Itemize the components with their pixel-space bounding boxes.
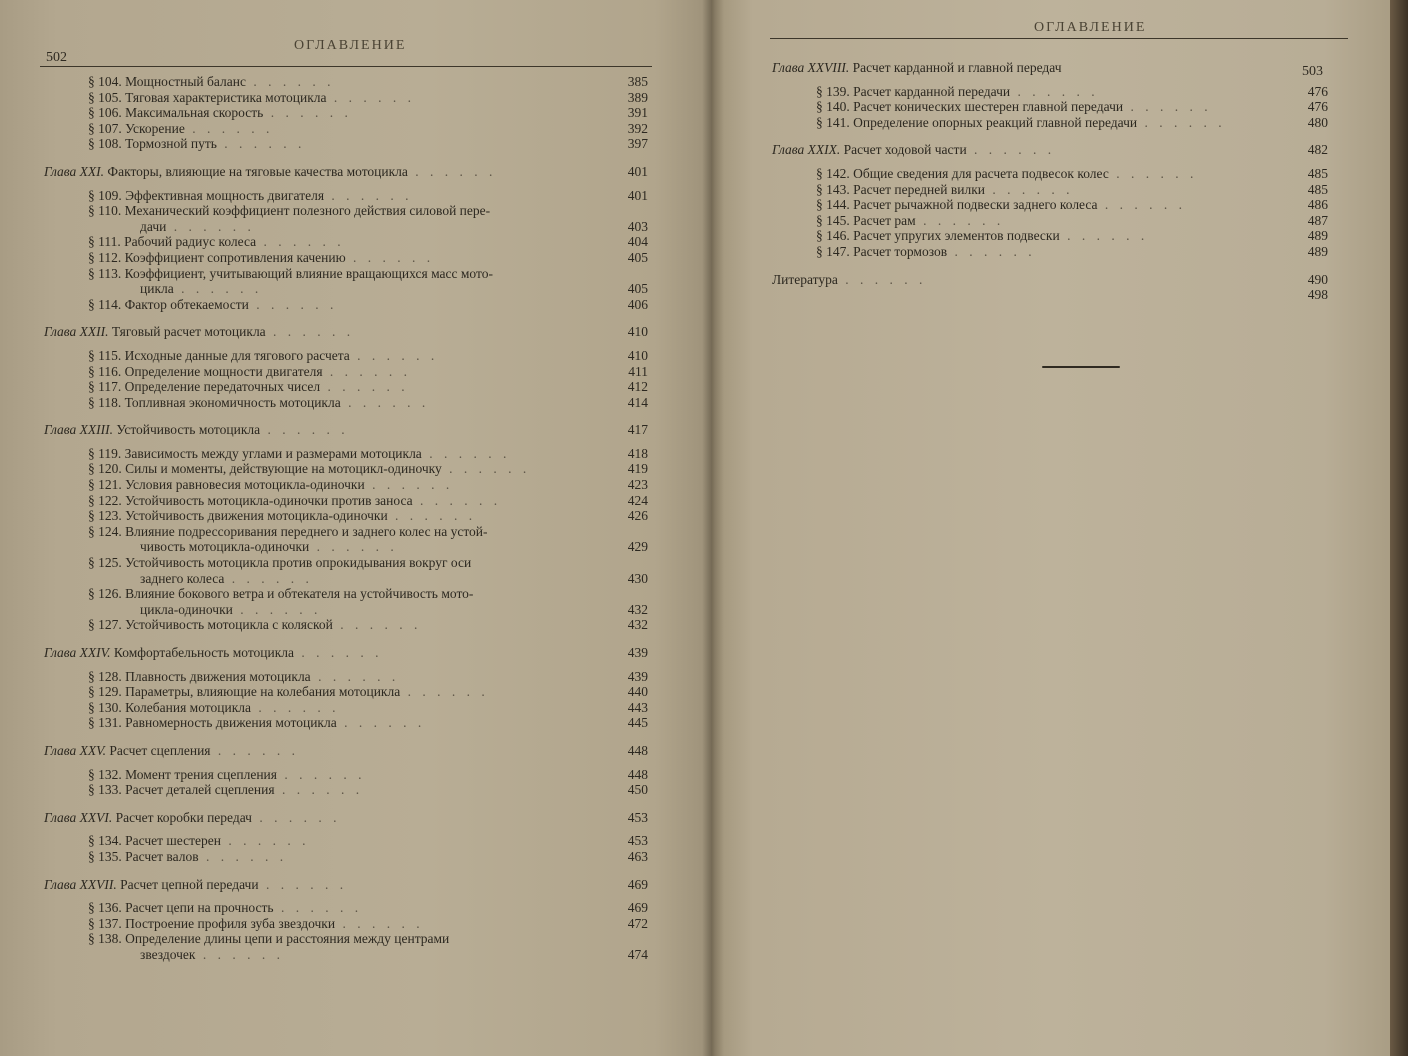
chapter-label: Глава XXV. bbox=[44, 742, 107, 758]
leader-dots: . . . . . . bbox=[216, 136, 306, 152]
toc-sec-line bbox=[44, 379, 648, 395]
cover-edge bbox=[1390, 0, 1408, 1056]
toc-entry-title: § 134. Расчет шестерен bbox=[88, 833, 221, 849]
leader-dots: . . . . . . bbox=[332, 617, 422, 633]
toc-page-number: 410 bbox=[627, 347, 648, 363]
toc-entry-title: § 124. Влияние подрессоривания переднего и заднего колес на устой- bbox=[88, 523, 488, 539]
toc-entry-title: цикла-одиночки bbox=[140, 601, 233, 617]
leader-dots: . . . . . . bbox=[224, 570, 313, 586]
toc-page-number: 412 bbox=[627, 379, 648, 395]
toc-sec-line bbox=[44, 477, 648, 493]
toc-entry-title: Тяговый расчет мотоцикла bbox=[111, 324, 266, 340]
toc-page-number: 414 bbox=[627, 394, 648, 410]
leader-dots: . . . . . . bbox=[387, 508, 477, 524]
toc-cont-line bbox=[44, 219, 648, 235]
toc-sec-line bbox=[44, 849, 648, 865]
leader-dots: . . . . . . bbox=[173, 281, 263, 297]
toc-sec-line bbox=[772, 244, 1328, 260]
toc-page-number: 476 bbox=[1307, 83, 1328, 99]
leader-dots: . . . . . . bbox=[310, 668, 400, 684]
toc-sec-line bbox=[44, 767, 648, 783]
leader-dots: . . . . . . bbox=[915, 212, 1005, 228]
toc-page-number: 403 bbox=[627, 218, 648, 234]
toc-entry-title: § 128. Плавность движения мотоцикла bbox=[88, 668, 311, 684]
toc-page-number: 469 bbox=[627, 900, 648, 916]
leader-dots: . . . . . . bbox=[400, 684, 489, 700]
toc-entry-title: § 122. Устойчивость мотоцикла-одиночки против заноса bbox=[88, 492, 413, 508]
leader-dots: . . . . . . bbox=[276, 766, 366, 782]
toc-sec-line bbox=[44, 493, 648, 509]
toc-entry-title: § 108. Тормозной путь bbox=[88, 136, 217, 152]
leader-dots: . . . . . . bbox=[966, 142, 1056, 158]
right-toc bbox=[772, 48, 1328, 303]
leader-dots: . . . . . . bbox=[195, 946, 284, 962]
toc-sec-line bbox=[44, 234, 648, 250]
toc-entry-title: чивость мотоцикла-одиночки bbox=[140, 539, 310, 555]
toc-sec-line bbox=[44, 461, 648, 477]
toc-entry-title: § 114. Фактор обтекаемости bbox=[88, 296, 249, 312]
leader-dots: . . . . . . bbox=[294, 645, 383, 660]
leader-dots: . . . . . . bbox=[256, 234, 345, 250]
toc-entry-title: § 139. Расчет карданной передачи bbox=[816, 83, 1011, 99]
leader-dots: . . . . . . bbox=[412, 492, 502, 508]
toc-chapter-line bbox=[44, 810, 648, 826]
toc-entry-title: § 130. Колебания мотоцикла bbox=[88, 699, 251, 715]
leader-dots: . . . . . . bbox=[258, 876, 348, 892]
toc-page-number: 405 bbox=[627, 249, 648, 265]
right-page bbox=[712, 0, 1392, 1056]
toc-entry-title: § 141. Определение опорных реакций главной передачи bbox=[816, 114, 1138, 130]
leader-dots: . . . . . . bbox=[220, 833, 310, 849]
leader-dots: . . . . . . bbox=[340, 394, 430, 410]
toc-sec-line bbox=[772, 99, 1328, 115]
toc-entry-title: § 140. Расчет конических шестерен главной передачи bbox=[816, 99, 1124, 115]
toc-sec-line bbox=[44, 74, 648, 90]
toc-page-number: 440 bbox=[627, 684, 648, 700]
leader-dots: . . . . . . bbox=[335, 915, 424, 931]
toc-entry-title: § 117. Определение передаточных чисел bbox=[88, 379, 321, 395]
toc-page-number: 472 bbox=[627, 915, 648, 931]
toc-sec-line bbox=[44, 90, 648, 106]
leader-dots: . . . . . . bbox=[364, 477, 454, 493]
chapter-label: Глава XXI. bbox=[44, 163, 105, 179]
toc-sec-line bbox=[44, 348, 648, 364]
toc-page-number: 463 bbox=[627, 848, 648, 864]
toc-entry-title: Расчет сцепления bbox=[109, 742, 211, 758]
toc-sec-line bbox=[44, 203, 648, 219]
toc-entry-title: Устойчивость мотоцикла bbox=[116, 422, 261, 438]
chapter-label: Глава XXIII. bbox=[44, 422, 114, 438]
toc-sec-line bbox=[772, 166, 1328, 182]
toc-sec-line bbox=[44, 364, 648, 380]
toc-page-number: 469 bbox=[627, 876, 648, 892]
leader-dots: . . . . . . bbox=[273, 900, 363, 916]
end-ornament-rule bbox=[1042, 366, 1120, 368]
toc-entry-title: Расчет коробки передач bbox=[115, 809, 252, 825]
leader-dots: . . . . . . bbox=[260, 422, 349, 438]
toc-entry-title: § 136. Расчет цепи на прочность bbox=[88, 900, 274, 916]
toc-sec-line bbox=[44, 105, 648, 121]
toc-sec-line bbox=[772, 228, 1328, 244]
right-running-head: ОГЛАВЛЕНИЕ bbox=[1034, 20, 1147, 35]
toc-page-number: 487 bbox=[1307, 212, 1328, 228]
toc-entry-title: § 133. Расчет деталей сцепления bbox=[88, 782, 275, 798]
toc-sec-line bbox=[44, 136, 648, 152]
toc-sec-line bbox=[44, 395, 648, 411]
toc-chapter-line bbox=[44, 877, 648, 893]
toc-page-number: 480 bbox=[1307, 114, 1328, 130]
toc-entry-title: § 142. Общие сведения для расчета подвесок колес bbox=[816, 165, 1109, 181]
toc-entry-title: § 109. Эффективная мощность двигателя bbox=[88, 187, 325, 203]
toc-entry-title: § 144. Расчет рычажной подвески заднего колеса bbox=[816, 197, 1098, 213]
toc-chapter-line bbox=[44, 422, 648, 438]
left-header-rule bbox=[40, 66, 652, 67]
toc-entry-title: § 137. Построение профиля зуба звездочки bbox=[88, 915, 336, 931]
leader-dots: . . . . . . bbox=[336, 715, 426, 731]
toc-cont-line bbox=[44, 602, 648, 618]
toc-entry-title: § 125. Устойчивость мотоцикла против опрокидывания вокруг оси bbox=[88, 555, 472, 571]
toc-sec-line bbox=[772, 115, 1328, 131]
toc-sec-line bbox=[44, 586, 648, 602]
toc-page-number: 418 bbox=[627, 445, 648, 461]
toc-page-number: 485 bbox=[1307, 165, 1328, 181]
toc-entry-title: § 107. Ускорение bbox=[88, 120, 185, 136]
toc-page-number: 443 bbox=[627, 699, 648, 715]
toc-chapter-line bbox=[44, 324, 648, 340]
toc-entry-title: § 129. Параметры, влияющие на колебания мотоцикла bbox=[88, 684, 401, 700]
toc-page-number: 419 bbox=[627, 461, 648, 477]
left-toc bbox=[44, 74, 648, 963]
leader-dots: . . . . . . bbox=[251, 809, 341, 825]
toc-page-number: 405 bbox=[627, 281, 648, 297]
toc-cont-line bbox=[44, 281, 648, 297]
book-gutter bbox=[702, 0, 724, 1056]
toc-page-number: 426 bbox=[627, 508, 648, 524]
toc-page-number: 417 bbox=[627, 422, 648, 438]
toc-page-number: 410 bbox=[627, 324, 648, 340]
chapter-label: Глава XXIV. bbox=[44, 645, 111, 660]
toc-entry-title: § 143. Расчет передней вилки bbox=[816, 181, 985, 197]
toc-entry-title: § 115. Исходные данные для тягового расчета bbox=[88, 347, 350, 363]
toc-entry-title: § 110. Механический коэффициент полезного действия силовой пере- bbox=[88, 203, 491, 219]
toc-page-number: 389 bbox=[627, 89, 648, 105]
leader-dots: . . . . . . bbox=[232, 601, 322, 617]
toc-entry-title: § 147. Расчет тормозов bbox=[816, 243, 948, 259]
toc-chapter-line bbox=[772, 142, 1328, 158]
toc-sec-line bbox=[44, 669, 648, 685]
toc-entry-title: § 135. Расчет валов bbox=[88, 848, 199, 864]
toc-page-number: 450 bbox=[627, 782, 648, 798]
toc-entry-title: § 118. Топливная экономичность мотоцикла bbox=[88, 394, 341, 410]
toc-page-number: 476 bbox=[1307, 99, 1328, 115]
chapter-label: Глава XXVI. bbox=[44, 809, 113, 825]
toc-entry-title: § 145. Расчет рам bbox=[816, 212, 916, 228]
toc-page-number: 482 bbox=[1307, 142, 1328, 158]
leader-dots: . . . . . . bbox=[985, 181, 1074, 197]
leader-dots: . . . . . . bbox=[324, 187, 413, 203]
chapter-label: Глава XXVIII. bbox=[772, 60, 850, 75]
toc-page-number: 401 bbox=[627, 187, 648, 203]
toc-entry-title: § 104. Мощностный баланс bbox=[88, 74, 246, 89]
toc-page-number: 432 bbox=[627, 601, 648, 617]
toc-entry-title: § 111. Рабочий радиус колеса bbox=[88, 234, 257, 250]
toc-page-number: 453 bbox=[627, 833, 648, 849]
toc-entry-title: дачи bbox=[140, 218, 167, 234]
toc-entry-title: § 123. Устойчивость движения мотоцикла-одиночки bbox=[88, 508, 388, 524]
leader-dots: . . . . . . bbox=[309, 539, 398, 555]
toc-page-number: 485 bbox=[1307, 181, 1328, 197]
toc-sec-line bbox=[772, 182, 1328, 198]
toc-entry-title: § 119. Зависимость между углами и размерами мотоцикла bbox=[88, 445, 422, 461]
toc-page-number: 385 bbox=[627, 74, 648, 89]
leader-dots: . . . . . . bbox=[1010, 83, 1099, 99]
leader-dots: . . . . . . bbox=[274, 782, 364, 798]
left-running-head: ОГЛАВЛЕНИЕ bbox=[294, 38, 407, 53]
toc-page-number: 489 bbox=[1307, 228, 1328, 244]
leader-dots: . . . . . . bbox=[345, 249, 435, 265]
leader-dots: . . . . . . bbox=[322, 363, 412, 379]
leader-dots: . . . . . . bbox=[320, 379, 409, 395]
toc-entry-title: Литература bbox=[772, 271, 838, 287]
toc-entry-title: Расчет карданной и главной передач bbox=[852, 60, 1062, 75]
toc-page-number: 406 bbox=[627, 296, 648, 312]
leader-dots: . . . . . . bbox=[198, 848, 288, 864]
toc-entry-title: § 116. Определение мощности двигателя bbox=[88, 363, 323, 379]
toc-page-number: 453 bbox=[627, 809, 648, 825]
toc-entry-title: § 126. Влияние бокового ветра и обтекателя на устойчивость мото- bbox=[88, 586, 474, 602]
toc-sec-line bbox=[772, 197, 1328, 213]
leader-dots: . . . . . . bbox=[245, 74, 335, 89]
leader-dots: . . . . . . bbox=[166, 218, 255, 234]
leader-dots: . . . . . . bbox=[441, 461, 531, 477]
toc-page-number: 411 bbox=[628, 363, 648, 379]
toc-lit-line bbox=[772, 272, 1328, 288]
leader-dots: . . . . . . bbox=[250, 699, 340, 715]
toc-sec-line bbox=[44, 188, 648, 204]
toc-entry-title: Комфортабельность мотоцикла bbox=[113, 645, 295, 660]
leader-dots: . . . . . . bbox=[184, 120, 274, 136]
toc-page-number: 448 bbox=[627, 766, 648, 782]
right-page-number: 503 bbox=[1302, 64, 1323, 79]
toc-chapter-line bbox=[44, 645, 648, 661]
toc-sec-line bbox=[44, 916, 648, 932]
toc-page-number: 391 bbox=[627, 105, 648, 121]
toc-sec-line bbox=[44, 833, 648, 849]
toc-sec-line bbox=[772, 213, 1328, 229]
toc-page-number: 432 bbox=[627, 617, 648, 633]
toc-page-number: 424 bbox=[627, 492, 648, 508]
toc-chapter-line bbox=[44, 164, 648, 180]
toc-entry-title: § 138. Определение длины цепи и расстояния между центрами bbox=[88, 931, 450, 947]
toc-entry-title: Расчет цепной передачи bbox=[120, 876, 259, 892]
toc-sec-line bbox=[44, 684, 648, 700]
right-header-rule bbox=[770, 38, 1348, 39]
toc-entry-title: § 112. Коэффициент сопротивления качению bbox=[88, 249, 346, 265]
toc-page-number: 490 bbox=[1307, 271, 1328, 287]
toc-entry-title: § 121. Условия равновесия мотоцикла-одиночки bbox=[88, 477, 365, 493]
toc-entry-title: цикла bbox=[140, 281, 174, 297]
toc-entry-title: Расчет ходовой части bbox=[843, 142, 967, 158]
toc-entry-title: § 131. Равномерность движения мотоцикла bbox=[88, 715, 337, 731]
toc-page-number: 486 bbox=[1307, 197, 1328, 213]
toc-entry-title: § 146. Расчет упругих элементов подвески bbox=[816, 228, 1060, 244]
leader-dots: . . . . . . bbox=[837, 271, 927, 287]
leader-dots: . . . . . . bbox=[1097, 197, 1187, 213]
toc-page-number: 439 bbox=[627, 668, 648, 684]
toc-entry-title: звездочек bbox=[140, 946, 196, 962]
toc-chapter-line bbox=[44, 743, 648, 759]
toc-sec-line bbox=[44, 782, 648, 798]
leader-dots: . . . . . . bbox=[248, 296, 338, 312]
toc-sec-line bbox=[44, 700, 648, 716]
toc-sec-line bbox=[44, 715, 648, 731]
toc-chapter-line bbox=[772, 60, 1328, 76]
leader-dots: . . . . . . bbox=[1123, 99, 1212, 115]
toc-cont-line bbox=[44, 947, 648, 963]
toc-sec-line bbox=[44, 900, 648, 916]
toc-sec-line bbox=[44, 446, 648, 462]
toc-page-number: 401 bbox=[627, 163, 648, 179]
toc-sec-line bbox=[44, 931, 648, 947]
toc-sec-line bbox=[44, 297, 648, 313]
leader-dots: . . . . . . bbox=[1059, 228, 1149, 244]
toc-sec-line bbox=[44, 617, 648, 633]
leader-dots: . . . . . . bbox=[947, 243, 1036, 259]
toc-entry-title: § 105. Тяговая характеристика мотоцикла bbox=[88, 89, 327, 105]
toc-page-number: 498 bbox=[1307, 287, 1328, 303]
toc-sec-line bbox=[44, 524, 648, 540]
toc-page-number: 430 bbox=[627, 570, 648, 586]
leader-dots: . . . . . . bbox=[1108, 165, 1198, 181]
toc-sec-line bbox=[44, 121, 648, 137]
leader-dots: . . . . . . bbox=[263, 105, 352, 121]
toc-page-number: 439 bbox=[627, 645, 648, 660]
toc-plain-line bbox=[772, 287, 1328, 303]
toc-page-number: 445 bbox=[627, 715, 648, 731]
toc-page-number: 397 bbox=[627, 136, 648, 152]
toc-entry-title: § 106. Максимальная скорость bbox=[88, 105, 264, 121]
leader-dots: . . . . . . bbox=[407, 163, 497, 179]
toc-sec-line bbox=[44, 508, 648, 524]
toc-entry-title: § 113. Коэффициент, учитывающий влияние вращающихся масс мото- bbox=[88, 265, 493, 281]
leader-dots: . . . . . . bbox=[265, 324, 355, 340]
leader-dots: . . . . . . bbox=[1137, 114, 1226, 130]
toc-page-number: 474 bbox=[627, 946, 648, 962]
toc-page-number: 392 bbox=[627, 120, 648, 136]
toc-page-number: 429 bbox=[627, 539, 648, 555]
leader-dots: . . . . . . bbox=[421, 445, 511, 461]
chapter-label: Глава XXII. bbox=[44, 324, 109, 340]
leader-dots: . . . . . . bbox=[210, 742, 300, 758]
chapter-label: Глава XXVII. bbox=[44, 876, 117, 892]
toc-cont-line bbox=[44, 539, 648, 555]
toc-page-number: 404 bbox=[627, 234, 648, 250]
toc-entry-title: § 120. Силы и моменты, действующие на мотоцикл-одиночку bbox=[88, 461, 442, 477]
chapter-label: Глава XXIX. bbox=[772, 142, 841, 158]
toc-page-number: 448 bbox=[627, 742, 648, 758]
toc-sec-line bbox=[44, 555, 648, 571]
toc-entry-title: § 127. Устойчивость мотоцикла с коляской bbox=[88, 617, 333, 633]
toc-entry-title: § 132. Момент трения сцепления bbox=[88, 766, 277, 782]
toc-sec-line bbox=[44, 250, 648, 266]
leader-dots: . . . . . . bbox=[349, 347, 439, 363]
toc-sec-line bbox=[44, 266, 648, 282]
toc-page-number: 489 bbox=[1307, 243, 1328, 259]
toc-entry-title: заднего колеса bbox=[140, 570, 225, 586]
toc-page-number: 423 bbox=[627, 477, 648, 493]
left-page-number: 502 bbox=[46, 50, 67, 65]
toc-sec-line bbox=[772, 84, 1328, 100]
toc-cont-line bbox=[44, 571, 648, 587]
toc-entry-title: Факторы, влияющие на тяговые качества мотоцикла bbox=[107, 163, 408, 179]
leader-dots: . . . . . . bbox=[326, 89, 416, 105]
